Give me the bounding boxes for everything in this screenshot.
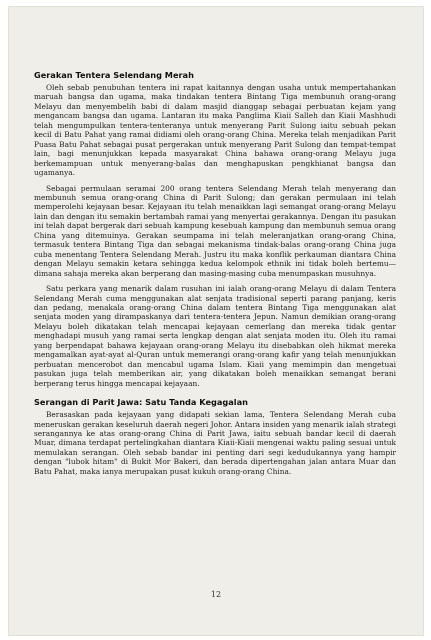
- paragraph: Satu perkara yang menarik dalam rusuhan ini ialah orang-orang Melayu di dalam Tentera Selendang Merah cuma menggunakan alat senjata tradisional seperti parang panjang, keris dan pedang, menakala orang-orang China dalam tentera Bintang Tiga menggunakan alat senjata moden yang dirampaskanya dari tentera-tentera Jepun. Namun demikian orang-orang Melayu boleh dikatakan telah mencapai kejayaan cemerlang dan mereka tidak gentar menghadapi musuh yang ramai serta lengkap dengan alat senjata moden itu. Oleh itu ramai yang berpendapat bahawa kejayaan orang-orang Melayu itu disebabkan oleh hikmat mereka mengamalkan ayat-ayat al-Quran untuk memerangi orang-orang kafir yang telah menunjukkan perbuatan mencerobot dan mencabul ugama Islam. Kiaii yang memimpin dan mengetuai pasukan juga telah memberikan air, yang dikatakan boleh menaikkan semangat berani berperang terus hingga mencapai kejayaan.: [34, 284, 396, 388]
- section-heading-selendang-merah: Gerakan Tentera Selendang Merah: [34, 70, 194, 80]
- paragraph: Sebagai permulaan seramai 200 orang tentera Selendang Merah telah menyerang dan membunuh semua orang-orang China di Parit Sulong; dan gerakan permulaan ini telah memperolehi kejayaan besar. Kejayaan itu telah menaikkan lagi semangat orang-orang Melayu lain dan dengan itu semakin bertambah ramai yang menyertai gerakannya. Dengan itu pasukan ini telah dapat bergerak dari sebuah kampung kesebuah kampung dan membunuh semua orang China yang ditemuinya. Gerakan seumpama ini telah meleranjatkan orang-orang China, termasuk tentera Bintang Tiga dan sebagai mekanisma tindak-balas orang-orang China juga cuba menentang Tentera Selendang Merah. Justru itu maka konflik perkauman diantara China dengan Melayu semakin ketara sehingga kedua kelompok ethnik ini tidak boleh bertemu—dimana sahaja mereka akan berperang dan masing-masing cuba menumpaskan musuhnya.: [34, 183, 396, 278]
- paragraph: Oleh sebab penubuhan tentera ini rapat kaitannya dengan usaha untuk mempertahankan maruah bangsa dan ugama, maka tindakan tentera Bintang Tiga membunuh orang-orang Melayu dan menyembelih babi di dalam masjid dianggap sebagai perbuatan kejam yang mengancam bangsa dan ugama. Lantaran itu maka Panglima Kiaii Salleh dan Kiaii Mashhudi telah mengumpulkan tentera-tenteranya untuk menyerang Parit Sulong iaitu sebuah pekan kecil di Batu Pahat yang ramai didiami oleh orang-orang China. Mereka telah menjadikan Parit Puasa Batu Pahat sebagai pusat pergerakan untuk menyerang Parit Sulong dan tempat-tempat lain, bagi menunjukkan kepada masyarakat China bahawa orang-orang Melayu juga berkemampuan untuk menyerang-balas dan menghapuskan pengkhianat bangsa dan ugamanya.: [34, 83, 396, 178]
- paragraph: Berasaskan pada kejayaan yang didapati sekian lama, Tentera Selendang Merah cuba meneruskan gerakan keseluruh daerah negeri Johor. Antara insiden yang menarik ialah strategi serangannya ke atas orang-orang China di Parit Jawa, iaitu sebuah bandar kecil di daerah Muar, dimana terdapat pertelingkahan diantara Kiaii-Kiaii mengenai waktu paling sesuai untuk memulakan serangan. Oleh sebab bandar ini penting dari segi kedudukannya yang hampir dengan "lubok hitam" di Bukit Mor Bakeri, dan berada dipertengahan jalan antara Muar dan Batu Pahat, maka ianya merupakan pusat kukuh orang-orang China.: [34, 410, 396, 476]
- page-number: 12: [210, 590, 222, 599]
- page-content: [34, 70, 396, 482]
- section-heading-parit-jawa: Serangan di Parit Jawa: Satu Tanda Kegagalan: [34, 397, 248, 408]
- book-page: [8, 6, 424, 636]
